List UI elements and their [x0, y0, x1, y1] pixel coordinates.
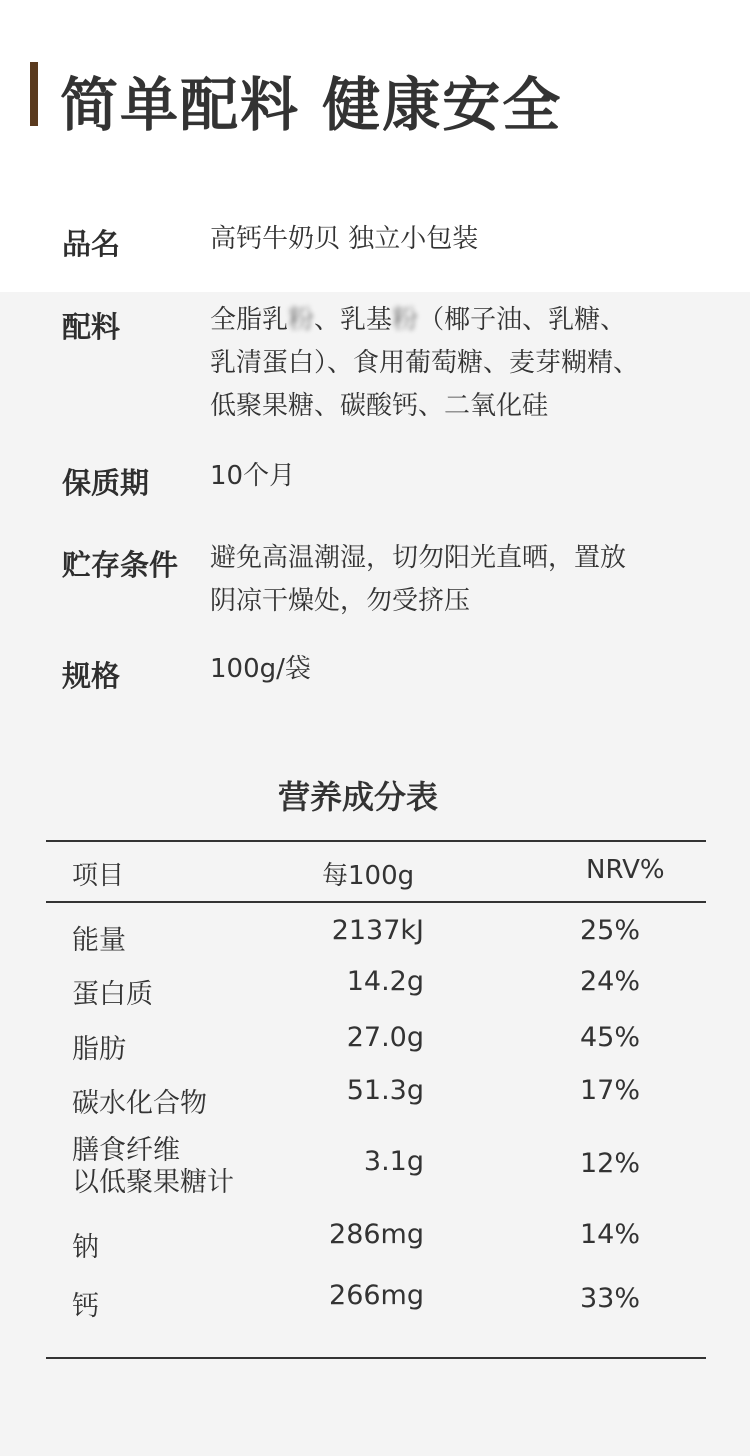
row-fat-nrv: 45% [580, 1022, 641, 1053]
ingredients-text-a: 全脂乳 [210, 305, 289, 335]
header-item: 项目 [72, 861, 125, 891]
name-value [210, 218, 720, 261]
row-protein-nrv: 24% [580, 966, 641, 997]
spec-label: 规格 [62, 659, 121, 693]
accent-bar [30, 62, 38, 126]
shelf-life-value [210, 455, 720, 498]
table-bottom-rule [46, 1357, 706, 1359]
row-fiber-item-line-1: 膳食纤维 [72, 1135, 180, 1166]
row-sodium-nrv: 14% [580, 1219, 641, 1250]
table-header-rule [46, 901, 706, 903]
row-energy-value: 2137kJ [331, 915, 424, 946]
row-protein-value: 14.2g [346, 966, 424, 997]
row-sodium-item: 钠 [72, 1232, 99, 1263]
blurred-text: 粉 [288, 305, 315, 335]
row-fiber-nrv: 12% [580, 1148, 641, 1179]
nutrition-table-title: 营养成分表 [277, 778, 438, 816]
row-energy-item: 能量 [72, 925, 126, 956]
table-top-rule [46, 840, 706, 842]
row-fat-item: 脂肪 [72, 1034, 126, 1065]
row-sodium-value: 286mg [329, 1219, 424, 1250]
ingredients-line-2: 乳清蛋白）、食用葡萄糖、麦芽糊精、 [210, 348, 640, 378]
row-fiber-value: 3.1g [363, 1146, 424, 1177]
header-per100g: 每100g [322, 861, 415, 891]
storage-label: 贮存条件 [62, 548, 179, 582]
ingredients-value [210, 299, 720, 428]
ingredients-text-b: 、乳基 [314, 305, 393, 335]
page-title: 简单配料 健康安全 [60, 71, 563, 139]
row-calcium-item: 钙 [72, 1291, 99, 1322]
ingredients-text-c: （椰子油、乳糖、 [418, 305, 627, 335]
ingredients-label: 配料 [62, 310, 121, 344]
spec-value [210, 648, 720, 691]
row-fiber-item [72, 1135, 234, 1199]
header-nrv: NRV% [586, 855, 665, 885]
row-fat-value: 27.0g [346, 1022, 424, 1053]
row-fiber-item-line-2: 以低聚果糖计 [72, 1167, 234, 1198]
row-carbs-nrv: 17% [580, 1075, 641, 1106]
shelf-life-label: 保质期 [62, 466, 150, 500]
name-label: 品名 [62, 227, 121, 261]
shelf-life-text: 10个月 [210, 461, 296, 491]
row-protein-item: 蛋白质 [72, 979, 153, 1010]
row-calcium-nrv: 33% [580, 1283, 641, 1314]
storage-line-2: 阴凉干燥处，勿受挤压 [210, 586, 471, 616]
storage-value [210, 537, 720, 623]
row-energy-nrv: 25% [580, 915, 641, 946]
storage-line-1: 避免高温潮湿，切勿阳光直晒，置放 [210, 543, 627, 573]
ingredients-line-3: 低聚果糖、碳酸钙、二氧化硅 [210, 391, 549, 421]
row-carbs-item: 碳水化合物 [72, 1088, 207, 1119]
blurred-text: 粉 [392, 305, 419, 335]
row-carbs-value: 51.3g [346, 1075, 424, 1106]
row-calcium-value: 266mg [329, 1280, 424, 1311]
ingredients-line-1 [210, 299, 720, 342]
spec-text: 100g/袋 [210, 654, 311, 684]
name-value-text: 高钙牛奶贝 独立小包装 [210, 224, 479, 254]
